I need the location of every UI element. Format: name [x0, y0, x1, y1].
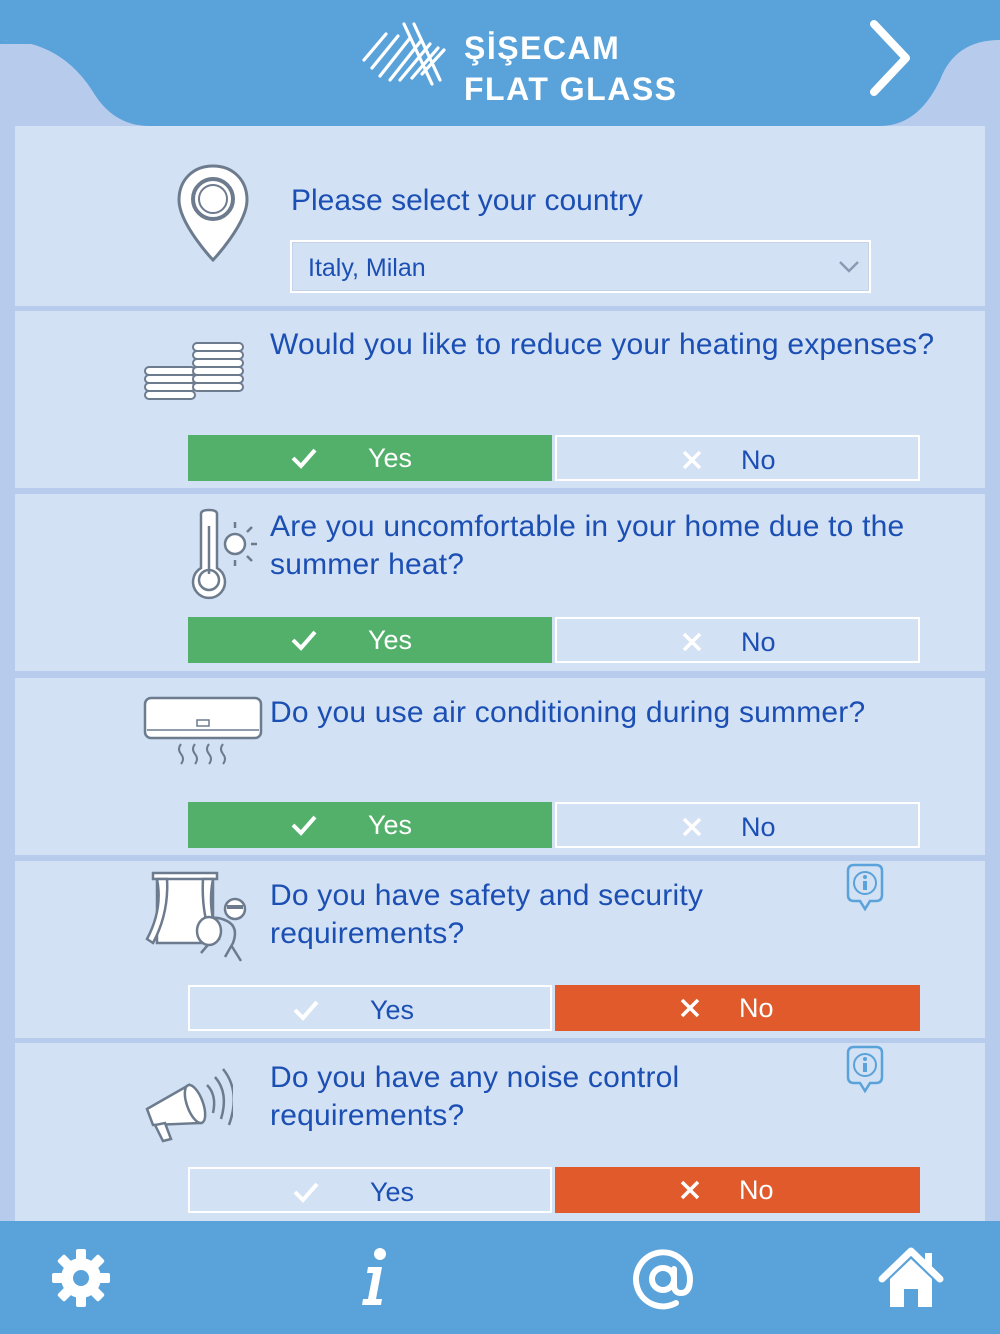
- location-pin-icon: [173, 162, 253, 264]
- yes-label: Yes: [370, 995, 415, 1025]
- sisecam-logo: [360, 20, 690, 110]
- info-bubble-icon: [842, 1043, 888, 1099]
- check-icon: [289, 812, 319, 838]
- yes-option[interactable]: [188, 985, 552, 1031]
- settings-button[interactable]: [48, 1245, 114, 1311]
- close-icon: [679, 815, 705, 839]
- question-panel-security: [15, 861, 985, 1038]
- close-icon: [677, 996, 703, 1020]
- question-text: Do you use air conditioning during summer?: [270, 696, 866, 729]
- bottom-toolbar: [0, 1221, 1000, 1334]
- question-panel-noise: [15, 1043, 985, 1221]
- question-text: Do you have any noise control requirements?: [270, 1061, 680, 1132]
- air-conditioner-icon: [143, 694, 263, 768]
- questionnaire: [15, 126, 985, 1221]
- next-button[interactable]: [852, 10, 932, 106]
- no-label: No: [741, 812, 776, 842]
- no-option[interactable]: [555, 985, 920, 1031]
- brand-name: ŞİŞECAM: [464, 30, 621, 66]
- no-option[interactable]: [555, 435, 920, 481]
- brand-subtitle: FLAT GLASS: [464, 71, 678, 107]
- question-panel-heating: [15, 311, 985, 488]
- yes-option[interactable]: [188, 435, 552, 481]
- check-icon: [291, 1179, 321, 1205]
- question-text: Would you like to reduce your heating expenses?: [270, 328, 935, 361]
- home-button[interactable]: [878, 1245, 944, 1311]
- no-option[interactable]: [555, 802, 920, 848]
- megaphone-icon: [143, 1061, 233, 1147]
- yes-no-toggle: [188, 435, 920, 481]
- info-button[interactable]: [842, 861, 888, 917]
- yes-no-toggle: [188, 617, 920, 663]
- yes-no-toggle: [188, 802, 920, 848]
- home-icon: [878, 1245, 944, 1311]
- question-text: Do you have safety and security requirements?: [270, 879, 704, 950]
- check-icon: [289, 627, 319, 653]
- check-icon: [289, 445, 319, 471]
- yes-label: Yes: [368, 810, 413, 840]
- yes-label: Yes: [370, 1177, 415, 1207]
- gear-icon: [48, 1245, 114, 1311]
- no-label: No: [739, 1175, 774, 1205]
- info-bubble-icon: [842, 861, 888, 917]
- thermometer-sun-icon: [187, 508, 259, 602]
- chevron-right-icon: [852, 10, 932, 106]
- chevron-down-icon: [837, 256, 861, 276]
- coins-icon: [143, 339, 248, 403]
- yes-option[interactable]: [188, 1167, 552, 1213]
- yes-no-toggle: [188, 985, 920, 1031]
- yes-no-toggle: [188, 1167, 920, 1213]
- close-icon: [679, 630, 705, 654]
- info-icon: [342, 1245, 408, 1311]
- close-icon: [677, 1178, 703, 1202]
- yes-option[interactable]: [188, 802, 552, 848]
- country-panel: [15, 126, 985, 306]
- info-button[interactable]: [842, 1043, 888, 1099]
- question-panel-summer-heat: [15, 494, 985, 671]
- check-icon: [291, 997, 321, 1023]
- no-option[interactable]: [555, 1167, 920, 1213]
- no-option[interactable]: [555, 617, 920, 663]
- no-label: No: [739, 993, 774, 1023]
- question-text: Are you uncomfortable in your home due to the summer heat?: [270, 510, 905, 581]
- close-icon: [679, 448, 705, 472]
- yes-option[interactable]: [188, 617, 552, 663]
- contact-button[interactable]: [630, 1245, 696, 1311]
- yes-label: Yes: [368, 443, 413, 473]
- yes-label: Yes: [368, 625, 413, 655]
- question-panel-air-conditioning: [15, 678, 985, 855]
- info-nav-button[interactable]: [342, 1245, 408, 1311]
- burglar-window-icon: [143, 869, 255, 979]
- no-label: No: [741, 627, 776, 657]
- no-label: No: [741, 445, 776, 475]
- at-sign-icon: [630, 1245, 696, 1311]
- logo-glass-mark: [360, 20, 450, 90]
- country-value: Italy, Milan: [308, 254, 426, 282]
- country-select[interactable]: [290, 240, 871, 293]
- country-label: Please select your country: [291, 184, 643, 217]
